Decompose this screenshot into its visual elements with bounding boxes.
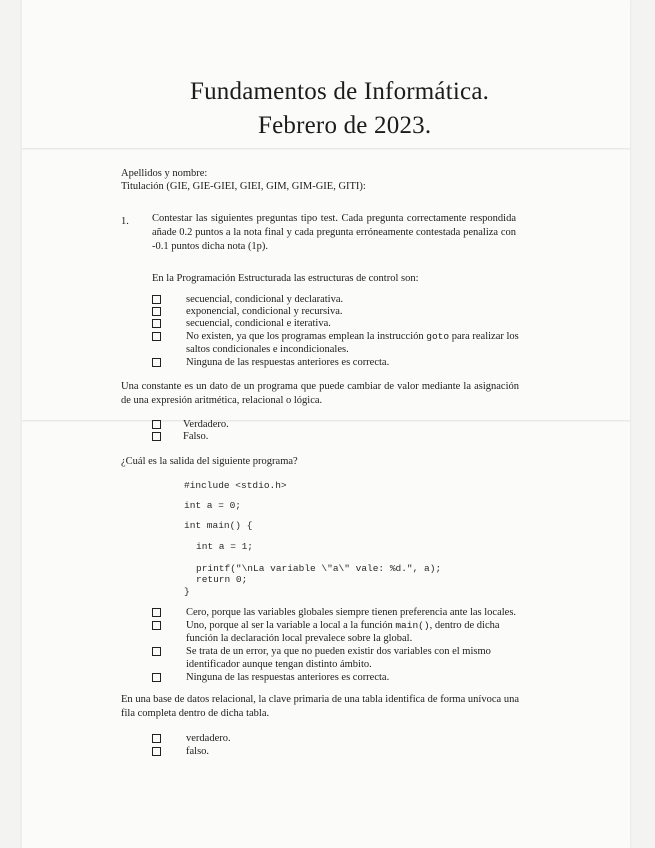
title-line-2: Febrero de 2023. [258, 112, 432, 139]
q1-text: En la Programación Estructurada las estructuras de control son: [152, 273, 419, 284]
degree-field-label: Titulación (GIE, GIE-GIEI, GIEI, GIM, GIM-GIE, GITI): [121, 181, 366, 192]
q1-option-4-text: No existen, ya que los programas emplean la instrucción [186, 331, 424, 342]
q3-option-3-label: Se trata de un error, ya que no pueden existir dos variables con el mismo [186, 646, 491, 657]
q3-option-3-checkbox[interactable] [152, 647, 161, 656]
q3-option-4-label: Ninguna de las respuestas anteriores es correcta. [186, 672, 390, 683]
code-line-global: int a = 0; [184, 500, 242, 511]
q1-option-3-label: secuencial, condicional e iterativa. [186, 318, 331, 329]
q3-option-1-checkbox[interactable] [152, 608, 161, 617]
q3-option-2-checkbox[interactable] [152, 621, 161, 630]
q1-option-2-checkbox[interactable] [152, 307, 161, 316]
code-line-printf: printf("\nLa variable \"a\" vale: %d.", a); [196, 563, 442, 574]
q2-option-1-checkbox[interactable] [152, 420, 161, 429]
q3-option-2-label [186, 619, 500, 632]
code-line-close: } [184, 586, 190, 597]
code-line-main: int main() { [184, 520, 253, 531]
q3-option-3-line-2: identificador aunque tengan distinto ámbito. [186, 659, 372, 670]
q2-option-1-label: Verdadero. [183, 419, 229, 430]
q3-text: ¿Cuál es la salida del siguiente programa? [121, 456, 298, 467]
q1-option-4-code: goto [426, 331, 450, 342]
q1-option-1-label: secuencial, condicional y declarativa. [186, 294, 344, 305]
paper-fold [22, 148, 630, 150]
code-line-local: int a = 1; [196, 541, 254, 552]
q4-text: En una base de datos relacional, la clave primaria de una tabla identifica de forma unívoca una fila completa dentro de dicha tabla. [121, 694, 519, 719]
q1-option-4-label [186, 330, 519, 343]
q4-option-2-checkbox[interactable] [152, 747, 161, 756]
q4-option-1-label: verdadero. [186, 733, 231, 744]
instructions: Contestar las siguientes preguntas tipo test. Cada pregunta correctamente respondida añade 0.2 puntos a la nota final y cada pregunta erróneamente contestada penaliza con -0.1 puntos dicha nota (1p). [152, 213, 516, 252]
code-line-return: return 0; [196, 574, 248, 585]
q4-option-2-label: falso. [186, 746, 210, 757]
q2-text: Una constante es un dato de un programa que puede cambiar de valor mediante la asignación de una expresión aritmética, relacional o lógica. [121, 381, 519, 406]
q3-option-4-checkbox[interactable] [152, 673, 161, 682]
q2-option-2-checkbox[interactable] [152, 432, 161, 441]
q3-option-2-line-2: función la declaración local prevalece sobre la global. [186, 633, 413, 644]
q1-option-4-checkbox[interactable] [152, 332, 161, 341]
q1-option-5-label: Ninguna de las respuestas anteriores es correcta. [186, 357, 390, 368]
q4-option-1-checkbox[interactable] [152, 734, 161, 743]
q1-option-1-checkbox[interactable] [152, 295, 161, 304]
q2-option-2-label: Falso. [183, 431, 209, 442]
q3-option-1-label: Cero, porque las variables globales siempre tienen preferencia ante las locales. [186, 607, 517, 618]
q1-option-4-after: para realizar los [451, 331, 519, 342]
q3-option-2-code: main() [395, 620, 430, 631]
q3-option-2-after: , dentro de dicha [429, 620, 500, 631]
question-number: 1. [121, 216, 129, 227]
paper-fold [22, 420, 630, 422]
title-line-1: Fundamentos de Informática. [190, 78, 490, 105]
code-line-include: #include <stdio.h> [184, 480, 287, 491]
q1-option-5-checkbox[interactable] [152, 358, 161, 367]
q1-option-4-line-2: saltos condicionales e incondicionales. [186, 344, 349, 355]
q1-option-3-checkbox[interactable] [152, 319, 161, 328]
name-field-label: Apellidos y nombre: [121, 168, 208, 179]
q3-option-2-text: Uno, porque al ser la variable a local a la función [186, 620, 393, 631]
q1-option-2-label: exponencial, condicional y recursiva. [186, 306, 343, 317]
